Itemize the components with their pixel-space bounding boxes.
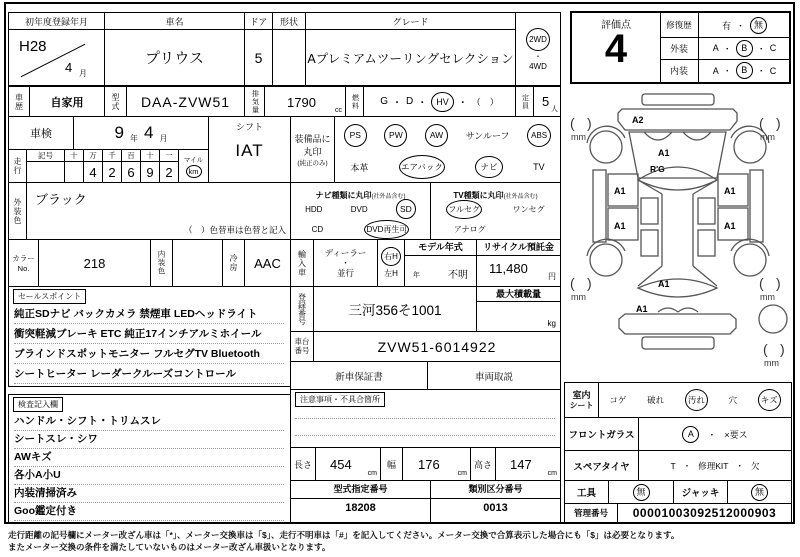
- spare-kit: 修理KIT: [698, 460, 729, 471]
- mm-paren-mr-l: (: [759, 275, 764, 291]
- color-no-label1: カラー: [12, 254, 35, 263]
- spare-t: T: [670, 460, 676, 471]
- jack-value: [727, 480, 792, 504]
- recycle-value: 11,480: [489, 261, 528, 276]
- type-designation-label: 型式指定番号: [291, 481, 430, 499]
- door-value: 5: [244, 29, 273, 86]
- length-cm: cm: [367, 470, 377, 477]
- mm-paren-ml-l: (: [570, 275, 575, 291]
- diagram-label-door-rr-a1: A1: [724, 221, 736, 231]
- side-window-rf: [698, 198, 715, 224]
- front-glass-label: フロントガラス: [564, 417, 639, 451]
- capacity-label: 定員: [515, 86, 534, 117]
- car-damage-diagram: [562, 90, 794, 382]
- displacement-value: 1790: [287, 95, 316, 110]
- class-number-label: 類別区分番号: [431, 481, 560, 499]
- inspection-label: 検査記入欄: [13, 397, 63, 412]
- width-label: 幅: [380, 447, 403, 481]
- model-year-cell: [404, 239, 477, 287]
- sales-line-2: 衝突軽減ブレーキ ETC 純正17インチアルミホイール: [14, 325, 284, 344]
- evaluation-box: [570, 11, 791, 84]
- navi-type-row1: [291, 199, 430, 219]
- ext-color-value: ブラック: [35, 192, 87, 207]
- rear-hump-right: [678, 308, 698, 312]
- shift-cell: [208, 116, 291, 183]
- diagram-label-a2: A2: [632, 115, 644, 125]
- seat-koge: コゲ: [609, 395, 627, 405]
- mm-label-tl: mm: [571, 132, 586, 142]
- vin-value: ZVW51-6014922: [313, 331, 561, 362]
- rear-window-shape: [638, 279, 717, 297]
- oneseg-item: ワンセグ: [512, 204, 545, 214]
- import-label: 輸入車: [290, 239, 314, 287]
- tv-type-cell: [430, 182, 561, 240]
- tools-value: [608, 480, 674, 504]
- sales-line-1: 純正SDナビ バックカメラ 禁煙車 LEDヘッドライト: [14, 305, 284, 324]
- equipment-row1: [335, 121, 560, 149]
- shift-value: IAT: [235, 141, 264, 160]
- color-no-label2: No.: [17, 264, 30, 273]
- seat-ana: 穴: [728, 395, 738, 405]
- tv-type-title: TV種類に丸印: [453, 191, 504, 200]
- mileage-unit-cell: [178, 149, 209, 183]
- mm-label-mr: mm: [760, 292, 775, 302]
- navi-circled: ナビ: [475, 156, 502, 178]
- rear-bumper: [619, 314, 736, 334]
- diagram-label-door-lr-a1: A1: [614, 221, 626, 231]
- mm-label-tr: mm: [760, 132, 775, 142]
- reg-number-label: 登録番号: [290, 286, 314, 332]
- tv-type-row2: [431, 220, 508, 238]
- car-name-value: プリウス: [104, 29, 245, 86]
- max-load-label: 最大積載量: [477, 287, 560, 302]
- fuel-label: 燃料: [345, 86, 364, 117]
- fuel-dot3: ・: [457, 98, 468, 109]
- shape-value: [272, 29, 306, 86]
- navi-type-title: ナビ種類に丸印: [315, 191, 372, 200]
- ext-dot2: ・: [756, 43, 766, 54]
- interior-seat-label: [564, 382, 599, 418]
- new-car-warranty-cell: 新車保証書: [290, 361, 428, 390]
- fuel-dot2: ・: [417, 98, 428, 109]
- footer-line2: またメーター交換の条件を満たしていないものはメーター改ざん車扱いとなります。: [8, 542, 331, 552]
- mileage-col-5: 一: [159, 149, 179, 162]
- shape-label: 形状: [272, 12, 306, 30]
- side-window-lf: [641, 198, 658, 224]
- mileage-col-3: 百: [121, 149, 141, 162]
- fuel-dot1: ・: [392, 98, 402, 109]
- displacement-label: 排気量: [244, 86, 265, 117]
- a-pillar-right: [693, 180, 717, 194]
- spare-dot2: ・: [735, 460, 744, 471]
- grade-label: グレード: [305, 12, 516, 30]
- diagram-label-rear-window-a1: A1: [658, 279, 670, 289]
- height-value: 147: [510, 457, 532, 472]
- length-cell: [315, 447, 381, 481]
- sunroof-item: サンルーフ: [465, 130, 510, 141]
- mm-paren-mr-r: ): [776, 275, 781, 291]
- dealer-dot: ・: [341, 257, 350, 268]
- fender-arc-fl: [587, 126, 625, 143]
- width-value: 176: [418, 457, 440, 472]
- fullseg-circled: フルセグ: [446, 200, 482, 219]
- drive-2wd-circled: 2WD: [526, 28, 550, 51]
- mm-paren-br-l: (: [763, 341, 768, 357]
- model-code-label: 型式: [104, 86, 127, 117]
- color-no-value: 218: [38, 239, 151, 287]
- leather-item: 本革: [350, 162, 369, 173]
- mm-paren-tl-l: (: [570, 115, 575, 131]
- equipment-title3: (純正のみ): [297, 160, 328, 167]
- mileage-digit-5: 2: [159, 161, 179, 183]
- model-year-unit: 年: [413, 272, 420, 279]
- type-designation-value: 18208: [345, 502, 376, 514]
- int-a: A: [712, 65, 719, 76]
- int-dot1: ・: [722, 66, 732, 76]
- class-number-cell: [430, 480, 561, 523]
- front-glass-value: [638, 417, 792, 451]
- mileage-col-0: 十: [64, 149, 84, 162]
- ext-color-label: 外装色: [8, 182, 27, 240]
- car-name-label: 車名: [104, 12, 245, 30]
- spare-missing: 欠: [750, 460, 760, 471]
- fuel-paren: （ ）: [471, 97, 499, 107]
- wheel-rear-left: [590, 244, 622, 276]
- history-label: 車歴: [8, 86, 30, 117]
- mileage-digit-3: 6: [121, 161, 141, 183]
- cd-item: CD: [311, 224, 324, 234]
- mm-paren-tr-r: ): [776, 115, 781, 131]
- mm-paren-br-r: ): [780, 341, 785, 357]
- airbag-circled: エアバック: [399, 155, 445, 179]
- model-year-value: 不明: [448, 270, 468, 281]
- pw-circled: PW: [384, 124, 407, 147]
- reg-number-value: 三河356そ1001: [313, 286, 477, 332]
- mileage-col-4: 十: [140, 149, 160, 162]
- kg-unit: kg: [547, 319, 556, 328]
- equipment-items-cell: [334, 116, 561, 183]
- dealer-item: ディーラー: [324, 247, 367, 258]
- width-cell: [402, 447, 471, 481]
- rocker-right: [750, 170, 763, 242]
- recycle-cell: [476, 239, 561, 287]
- repair-label: 修復歴: [660, 13, 698, 38]
- equipment-row2: [335, 153, 560, 181]
- class-number-value: 0013: [483, 502, 508, 514]
- diagram-label-windshield: R'G: [650, 164, 665, 174]
- front-top-trim: [642, 94, 714, 105]
- mm-paren-tr-l: (: [759, 115, 764, 131]
- shaken-label: 車検: [8, 116, 74, 150]
- repair-no-circled: 無: [750, 17, 767, 34]
- spare-tire-value: [638, 450, 792, 481]
- notes-dotline1: [295, 417, 555, 419]
- first-reg-era: H28: [19, 38, 47, 55]
- mgmt-number-value: 00001003092512000903: [617, 503, 792, 523]
- first-reg-cell: [8, 29, 105, 86]
- ac-label: 冷房: [222, 239, 245, 287]
- inspection-box: [8, 394, 291, 523]
- int-c: C: [769, 65, 777, 76]
- score-cell: [572, 13, 661, 82]
- diagram-label-rear-deck-a1: A1: [636, 304, 648, 314]
- tv-type-title-sub: (社外品含む): [503, 194, 538, 200]
- capacity-value: 5: [542, 94, 550, 109]
- analog-item: アナログ: [453, 224, 486, 234]
- displacement-cell: [264, 86, 346, 117]
- history-value: 自家用: [29, 86, 105, 117]
- mileage-col-1: 万: [83, 149, 103, 162]
- ext-color-cell: [26, 182, 291, 240]
- equipment-label-cell: [290, 116, 335, 183]
- tools-none-circled: 無: [633, 484, 650, 501]
- abs-circled: ABS: [527, 124, 551, 147]
- drive-type-cell: [515, 12, 561, 86]
- dvd-item: DVD: [350, 204, 368, 214]
- jack-label: ジャッキ: [673, 480, 728, 504]
- mileage-digit-4: 9: [140, 161, 160, 183]
- mileage-digit-2: 2: [102, 161, 122, 183]
- drive-4wd: 4WD: [529, 61, 547, 71]
- fuel-g: G: [380, 96, 388, 107]
- interior-label1: 室内: [572, 389, 591, 400]
- sales-line-4: シートヒーター レーダークルーズコントロール: [14, 365, 284, 384]
- headlight-right: [683, 132, 711, 140]
- int-color-value: [172, 239, 223, 287]
- lh-item: 左H: [384, 269, 398, 278]
- spare-tire-label: スペアタイヤ: [564, 450, 639, 481]
- seat-kizu-circled: キズ: [758, 389, 781, 411]
- diagram-label-door-lf-a1: A1: [614, 186, 626, 196]
- spare-tire-circle: [759, 305, 787, 333]
- spare-dot1: ・: [682, 460, 692, 471]
- notes-label: 注意事項・不具合箇所: [295, 392, 385, 407]
- front-glass-a-circled: A: [682, 426, 699, 443]
- sales-points-box: [8, 286, 291, 387]
- repair-dot: ・: [736, 20, 746, 31]
- mileage-digit-1: 4: [83, 161, 103, 183]
- sales-line-3: ブラインドスポットモニター フルセグTV Bluetooth: [14, 345, 284, 364]
- inspection-line-1: ハンドル・シフト・トリムスレ: [14, 412, 284, 431]
- notes-dotline2: [295, 434, 555, 436]
- max-load-cell: [476, 286, 561, 332]
- tools-label: 工具: [564, 480, 609, 504]
- rh-circled: 右H: [381, 247, 401, 266]
- model-year-label: モデル年式: [405, 240, 476, 256]
- interior-label2: シート: [569, 400, 594, 410]
- import-dealer-cell: [313, 239, 378, 287]
- tv-item: TV: [533, 162, 545, 172]
- inspection-line-4: 各小A小U: [14, 466, 284, 485]
- wheel-front-left: [590, 131, 622, 163]
- fuel-hv-circled: HV: [431, 92, 454, 112]
- seat-yogore-circled: 汚れ: [685, 389, 708, 411]
- shift-label: シフト: [235, 122, 263, 132]
- sales-points-label: セールスポイント: [13, 289, 86, 304]
- side-window-lr: [641, 230, 658, 256]
- front-glass-dot: ・: [707, 429, 717, 440]
- exterior-grade-label: 外装: [660, 37, 698, 60]
- mileage-kigo-value: [26, 161, 65, 183]
- first-reg-month: 4: [65, 60, 73, 75]
- shaken-year: 9: [114, 123, 124, 142]
- fuel-cell: [363, 86, 516, 117]
- mileage-label: 走行: [8, 149, 27, 183]
- navi-type-cell: [290, 182, 431, 240]
- tv-type-row1: [431, 199, 560, 219]
- equipment-title1: 装備品に: [294, 134, 331, 144]
- inspection-line-2: シートスレ・シワ: [14, 430, 284, 449]
- shaken-value-cell: [73, 116, 209, 150]
- mileage-digit-0: [64, 161, 84, 183]
- drive-dot: ・: [534, 51, 542, 61]
- fuel-d: D: [406, 96, 414, 107]
- score-value: 4: [604, 27, 628, 71]
- diagram-label-hood-a1: A1: [658, 148, 670, 158]
- height-cm: cm: [547, 470, 557, 477]
- model-code-value: DAA-ZVW51: [126, 86, 245, 117]
- ext-c: C: [769, 43, 777, 53]
- shaken-month-unit: 月: [159, 133, 168, 143]
- height-cell: [495, 447, 561, 481]
- height-label: 高さ: [470, 447, 496, 481]
- hood: [629, 132, 726, 178]
- capacity-cell: [533, 86, 561, 117]
- inspection-line-5: 内装清掃済み: [14, 484, 284, 503]
- mile-label: マイル: [183, 156, 204, 164]
- interior-grade-cell: [698, 59, 790, 82]
- jack-none-circled: 無: [751, 484, 768, 501]
- manual-cell: 車両取説: [427, 361, 561, 390]
- side-window-rr: [698, 230, 715, 256]
- vin-label: [290, 331, 314, 362]
- dvd-play-circled: DVD再生可: [364, 220, 409, 239]
- footer-line1: 走行距離の記号欄にメーター改ざん車は「*」、メーター交換車は「$」、走行不明車は「#」を記入してください。メーター交換で合算表示した場合にも「$」は必要となります。: [8, 530, 680, 540]
- mileage-kigo-header: 記号: [26, 149, 65, 162]
- hdd-item: HDD: [305, 204, 323, 214]
- exterior-grade-cell: [698, 37, 790, 60]
- interior-grade-label: 内装: [669, 66, 688, 76]
- vin-label1: 車台: [294, 337, 310, 347]
- ext-dot1: ・: [722, 43, 732, 54]
- equipment-title2: 丸印: [303, 147, 322, 157]
- vin-label2: 番号: [294, 345, 310, 355]
- score-label: 評価点: [601, 20, 631, 31]
- repair-value-cell: [698, 13, 790, 38]
- inspection-line-6: Goo鑑定付き: [14, 502, 284, 521]
- type-designation-cell: [290, 480, 431, 523]
- grade-value: Aプレミアムツーリングセレクション: [305, 29, 516, 86]
- first-reg-label: 初年度登録年月: [8, 12, 105, 30]
- length-value: 454: [330, 457, 352, 472]
- width-cm: cm: [457, 470, 467, 477]
- ext-a: A: [712, 43, 719, 53]
- ext-color-note: （ ）色替車は色替と記入: [183, 225, 286, 235]
- int-color-label: 内装色: [150, 239, 173, 287]
- aw-circled: AW: [425, 124, 448, 147]
- color-no-label: [8, 239, 39, 287]
- shaken-month: 4: [144, 123, 154, 142]
- sd-circled: SD: [396, 199, 416, 219]
- wheel-rear-right: [734, 244, 766, 276]
- notes-box: [290, 389, 561, 448]
- handle-cell: [377, 239, 405, 287]
- headlight-left: [644, 132, 672, 140]
- seat-yabure: 破れ: [647, 395, 665, 405]
- shaken-year-unit: 年: [130, 133, 138, 143]
- recycle-label: リサイクル預託金: [477, 240, 560, 256]
- ac-value: AAC: [244, 239, 291, 287]
- mileage-col-2: 千: [102, 149, 122, 162]
- int-dot2: ・: [756, 66, 766, 76]
- length-label: 長さ: [290, 447, 316, 481]
- interior-seat-items: [598, 382, 792, 418]
- rear-hump-left: [658, 308, 678, 312]
- mm-label-br: mm: [764, 358, 779, 368]
- navi-type-row2: [291, 219, 430, 239]
- capacity-unit: 人: [551, 106, 558, 113]
- mgmt-number-label: 管理番号: [564, 503, 618, 523]
- navi-type-title-sub: (社外品含む): [371, 194, 406, 200]
- front-glass-xneed: ×要ス: [724, 429, 748, 440]
- repair-yes: 有: [721, 20, 731, 31]
- inspection-line-3: AWキズ: [14, 448, 284, 467]
- diagram-label-door-rf-a1: A1: [724, 186, 736, 196]
- cc-unit: cc: [335, 107, 342, 114]
- yen-unit: 円: [548, 272, 556, 281]
- km-circled: km: [186, 165, 202, 178]
- mm-label-ml: mm: [571, 292, 586, 302]
- first-reg-month-unit: 月: [79, 69, 87, 78]
- mm-paren-tl-r: ): [587, 115, 592, 131]
- rear-bottom-trim: [642, 337, 714, 349]
- parallel-item: 並行: [336, 268, 354, 279]
- ext-b-circled: B: [736, 40, 753, 57]
- int-b-circled: B: [736, 62, 753, 79]
- mm-paren-ml-r: ): [587, 275, 592, 291]
- ps-circled: PS: [344, 124, 367, 147]
- door-label: ドア: [244, 12, 273, 30]
- rocker-left: [593, 170, 606, 242]
